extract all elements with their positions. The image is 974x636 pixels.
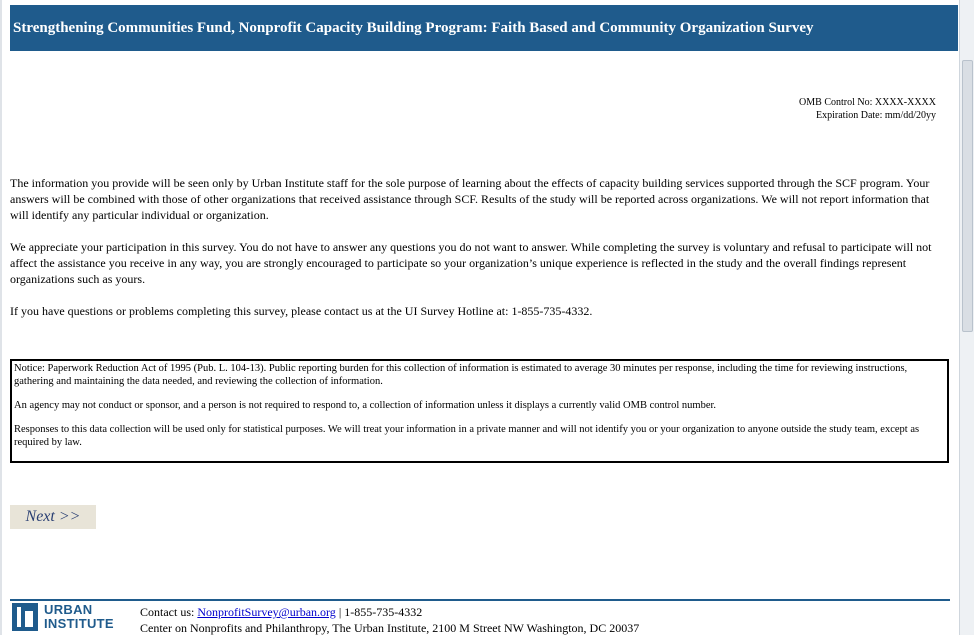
contact-address: Center on Nonprofits and Philanthropy, The Urban Institute, 2100 M Street NW Washington, DC 20037 <box>140 621 640 635</box>
contact-prefix: Contact us: <box>140 605 198 619</box>
intro-paragraph-hotline: If you have questions or problems completing this survey, please contact us at the UI Survey Hotline at: 1-855-735-4332. <box>10 304 593 318</box>
omb-control-number: OMB Control No: XXXX-XXXX <box>799 97 936 108</box>
contact-email-link[interactable]: NonprofitSurvey@urban.org <box>197 605 336 619</box>
scrollbar-thumb[interactable] <box>962 60 973 332</box>
next-button[interactable]: Next >> <box>10 505 96 529</box>
footer-contact <box>140 604 639 636</box>
paperwork-notice-box <box>10 359 949 463</box>
logo-text-line1: URBAN <box>44 602 93 617</box>
page-title: Strengthening Communities Fund, Nonprofit Capacity Building Program: Faith Based and Community Organization Survey <box>13 19 814 36</box>
contact-phone: | 1-855-735-4332 <box>335 605 423 619</box>
vertical-scrollbar[interactable] <box>959 0 974 635</box>
footer-divider <box>10 599 950 601</box>
intro-paragraph-privacy: The information you provide will be seen only by Urban Institute staff for the sole purpose of learning about the effects of capacity building services supported through the SCF program. Your answers will be combined with those of other organizations that received assistance through SCF. Results of the study will be reported across organizations. We will not report information that will identify any particular individual or organization. <box>10 176 930 222</box>
logo-text-line2: INSTITUTE <box>44 616 114 631</box>
notice-paragraph-omb: An agency may not conduct or sponsor, and a person is not required to respond to, a collection of information unless it displays a currently valid OMB control number. <box>14 400 717 411</box>
intro-paragraph-participation: We appreciate your participation in this survey. You do not have to answer any questions you do not want to answer. While completing the survey is voluntary and refusal to participate will not affect the assistance you receive in any way, you are strongly encouraged to participate so your organization’s unique experience is reflected in the study and the overall findings represent organizations such as yours. <box>10 240 932 286</box>
page-header <box>10 5 958 51</box>
omb-expiration-date: Expiration Date: mm/dd/20yy <box>816 110 936 121</box>
notice-paragraph-burden: Notice: Paperwork Reduction Act of 1995 (Pub. L. 104-13). Public reporting burden for this collection of information is estimated to average 30 minutes per response, including the time for reviewing instructions, gathering and maintaining the data needed, and reviewing the collection of information. <box>14 363 908 387</box>
contact-line <box>140 604 639 620</box>
notice-paragraph-privacy: Responses to this data collection will be used only for statistical purposes. We will treat your information in a private manner and will not identify you or your organization to anyone outside the study team, except as required by law. <box>14 424 920 448</box>
urban-institute-logo <box>12 603 114 631</box>
omb-info <box>799 96 936 122</box>
urban-institute-logo-icon <box>12 603 38 631</box>
